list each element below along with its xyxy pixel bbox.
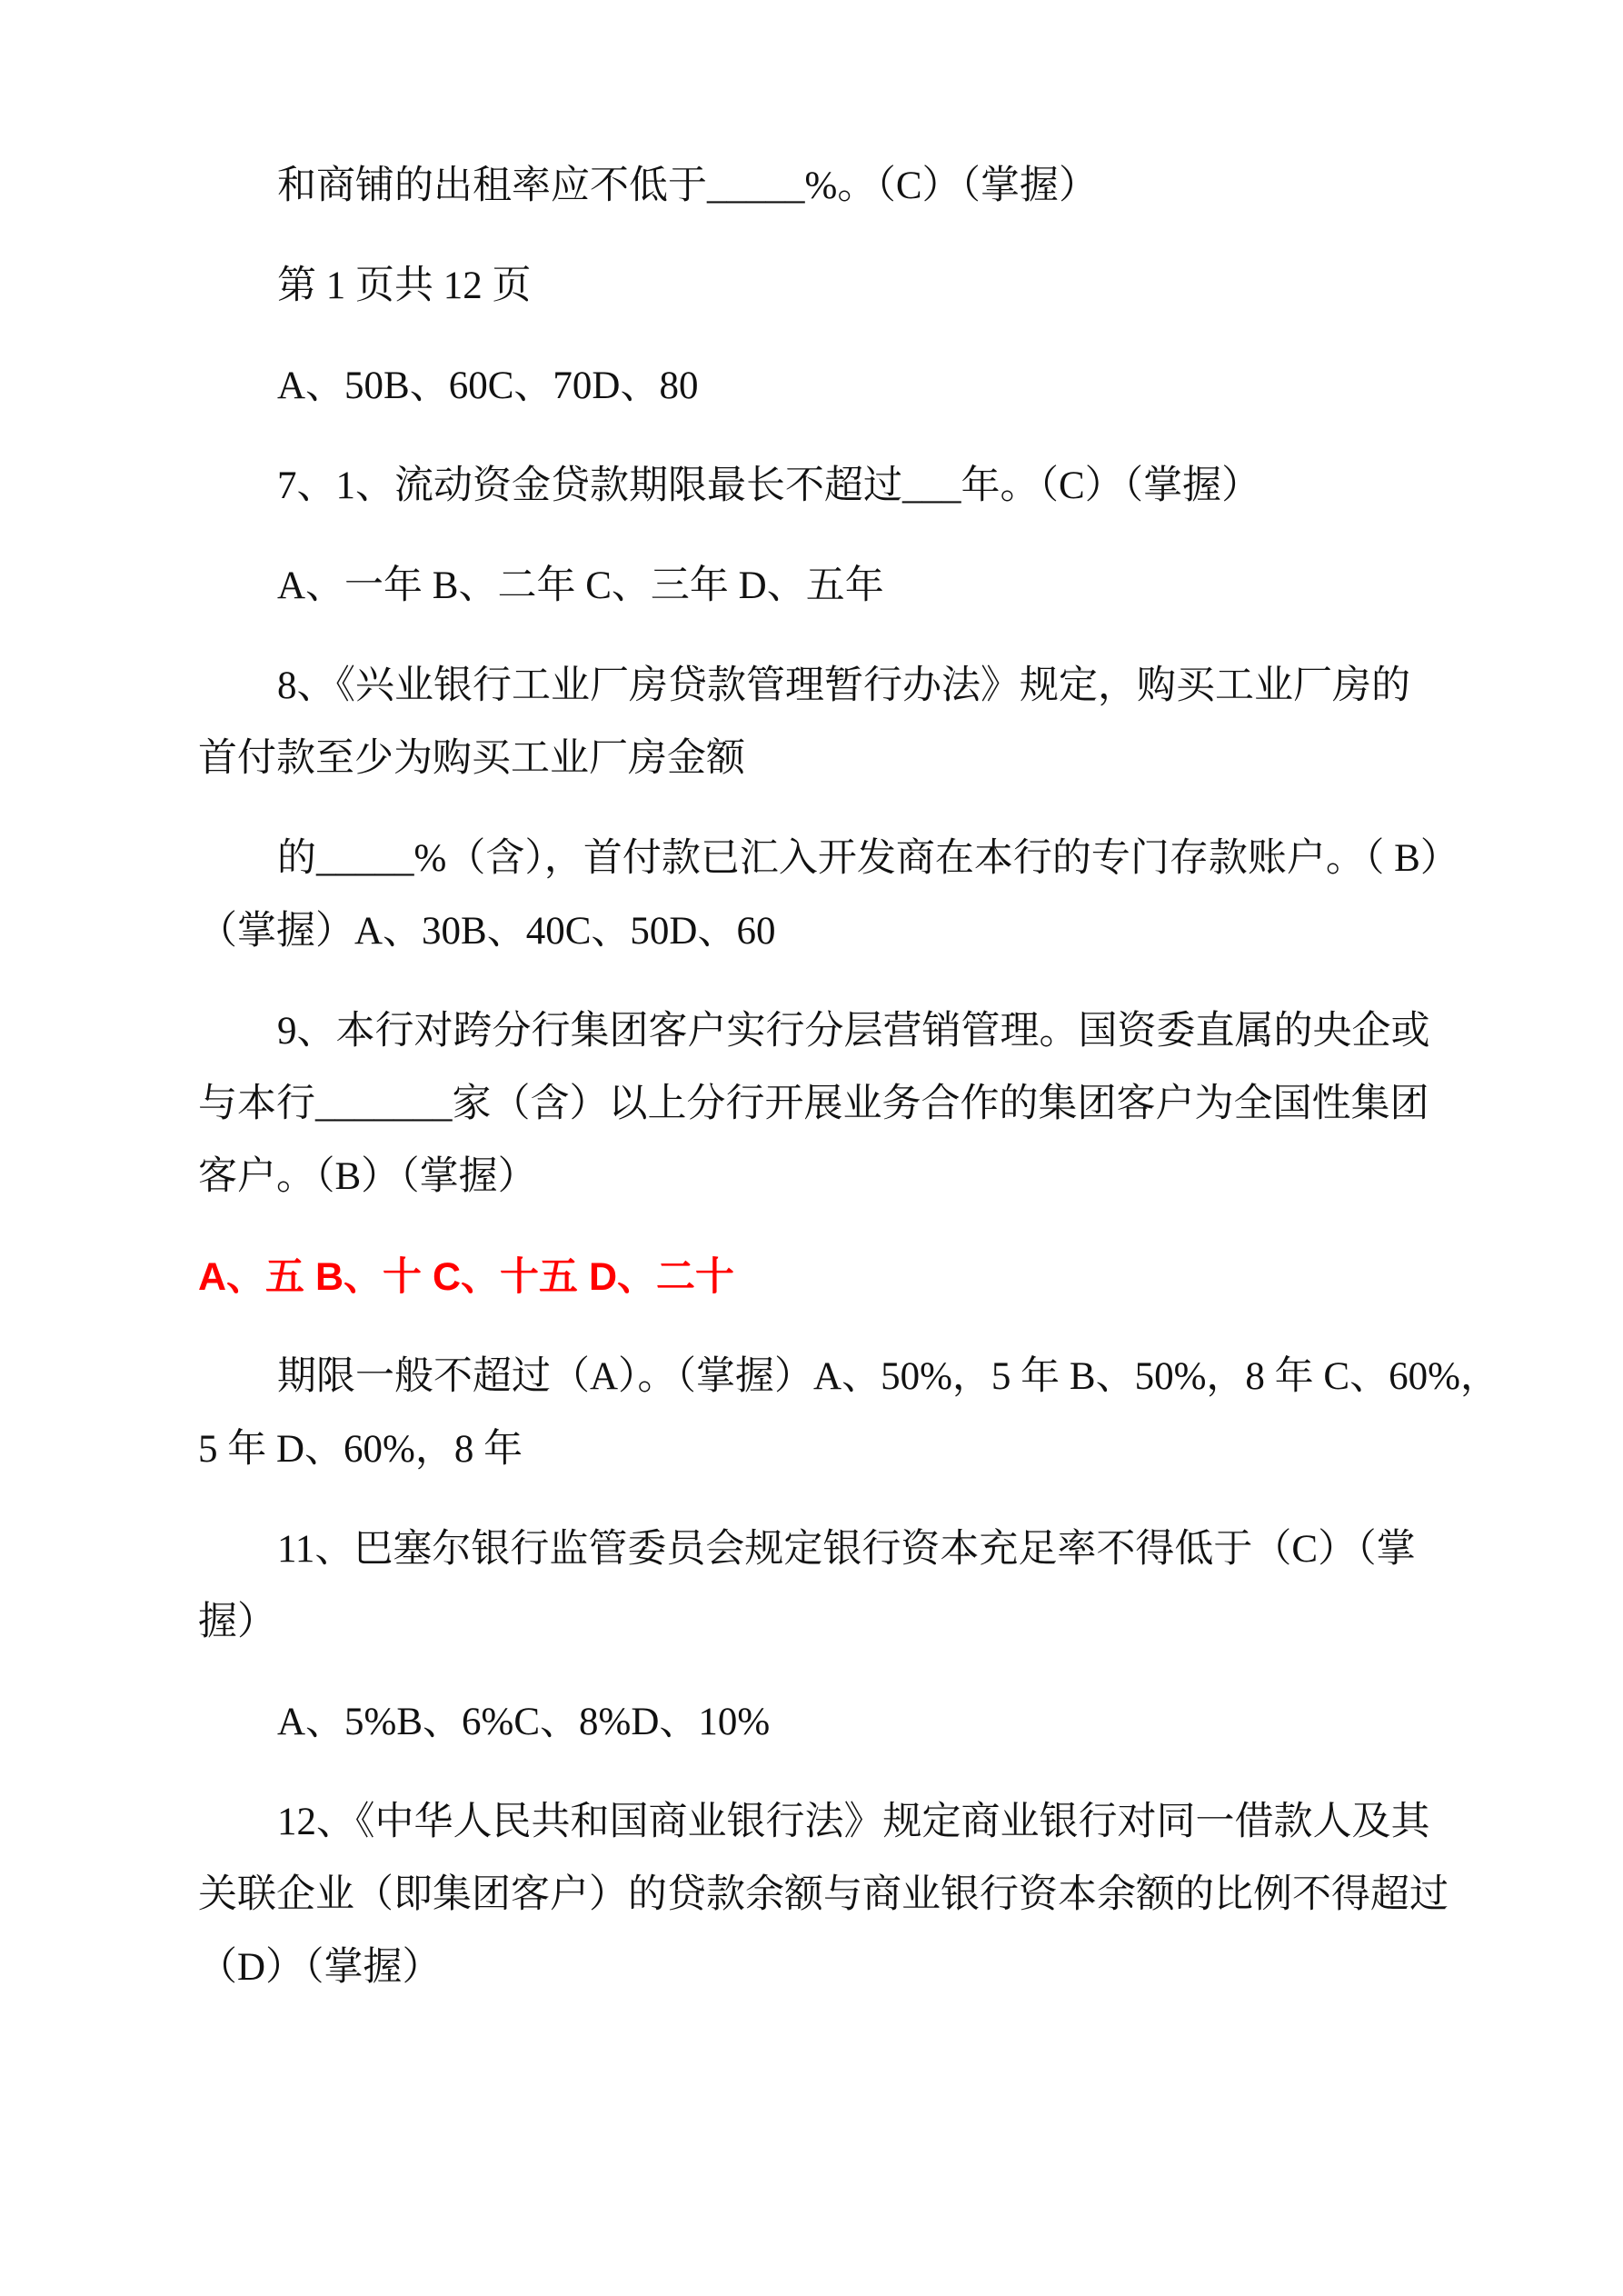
question-7-options xyxy=(198,550,1450,623)
text-line: 8、《兴业银行工业厂房贷款管理暂行办法》规定，购买工业厂房的 xyxy=(277,664,1410,707)
text-line: 7、1、流动资金贷款期限最长不超过___年。（C）（掌握） xyxy=(277,464,1261,507)
text-line: 的_____%（含），首付款已汇入开发商在本行的专门存款账户。（ B） xyxy=(277,837,1459,880)
text-line: 关联企业（即集团客户）的贷款余额与商业银行资本余额的比例不得超过 xyxy=(198,1873,1449,1916)
question-6-tail xyxy=(198,150,1450,223)
text-line: 握） xyxy=(198,1601,276,1643)
text-line: 和商铺的出租率应不低于_____%。（C）（掌握） xyxy=(277,165,1098,207)
text-line: （掌握）A、30B、40C、50D、60 xyxy=(198,910,776,953)
text-line: 9、本行对跨分行集团客户实行分层营销管理。国资委直属的央企或 xyxy=(277,1010,1430,1053)
question-11-options xyxy=(198,1686,1450,1759)
text-line: 5 年 D、60%，8 年 xyxy=(198,1428,523,1471)
text-line: 12、《中华人民共和国商业银行法》规定商业银行对同一借款人及其 xyxy=(277,1801,1430,1843)
text-line: A、50B、60C、70D、80 xyxy=(277,364,699,407)
question-9 xyxy=(198,995,1450,1213)
document-body xyxy=(198,150,1499,2004)
question-8-continued xyxy=(198,823,1459,968)
text-line: 与本行_______家（含）以上分行开展业务合作的集团客户为全国性集团 xyxy=(198,1083,1429,1125)
question-8 xyxy=(198,650,1450,795)
text-line: 11、巴塞尔银行监管委员会规定银行资本充足率不得低于（C）（掌 xyxy=(277,1528,1416,1571)
question-7 xyxy=(198,450,1450,523)
text-line: 首付款至少为购买工业厂房金额 xyxy=(198,737,745,780)
question-6-options xyxy=(198,350,1450,423)
text-line: A、五 B、十 C、十五 D、二十 xyxy=(198,1255,735,1299)
question-10-tail xyxy=(198,1341,1499,1486)
text-line: A、5%B、6%C、8%D、10% xyxy=(277,1701,771,1743)
text-line: 第 1 页共 12 页 xyxy=(277,265,532,307)
question-9-options xyxy=(198,1241,1450,1313)
text-line: 期限一般不超过（A）。（掌握）A、50%，5 年 B、50%，8 年 C、60%， xyxy=(277,1355,1499,1398)
text-line: 客户。（B）（掌握） xyxy=(198,1155,537,1198)
page-number-line xyxy=(198,250,1450,323)
text-line: A、一年 B、二年 C、三年 D、五年 xyxy=(277,564,884,607)
text-line: （D）（掌握） xyxy=(198,1946,442,1989)
question-12 xyxy=(198,1786,1450,2004)
question-11 xyxy=(198,1513,1450,1659)
